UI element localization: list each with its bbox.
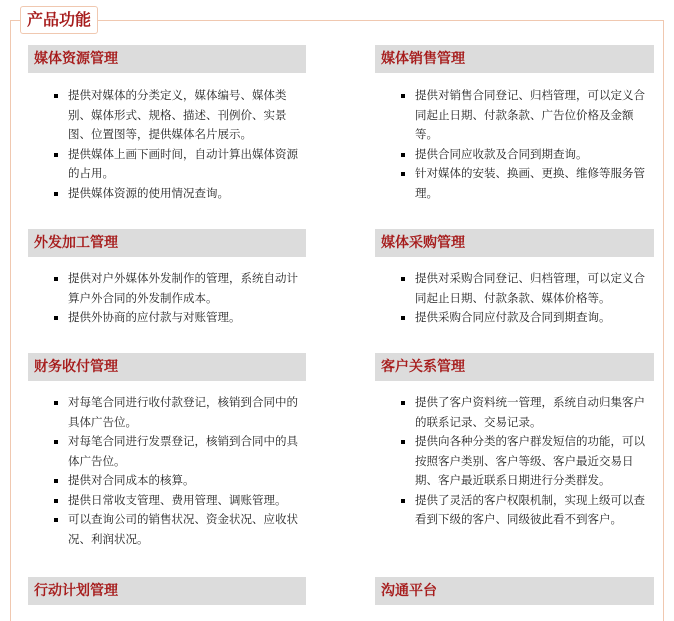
section-list-media-sales xyxy=(375,86,654,203)
section-heading-media-resources: 媒体资源管理 xyxy=(28,45,306,73)
section-heading-finance: 财务收付管理 xyxy=(28,353,306,381)
section-list-finance xyxy=(28,393,306,549)
list-item: 提供了灵活的客户权限机制，实现上级可以查看到下级的客户、同级彼此看不到客户。 xyxy=(375,491,654,530)
list-item: 针对媒体的安装、换画、更换、维修等服务管理。 xyxy=(375,164,654,203)
list-item: 提供媒体上画下画时间，自动计算出媒体资源的占用。 xyxy=(28,145,306,184)
section-list-outsourced-processing xyxy=(28,269,306,328)
list-item: 提供对合同成本的核算。 xyxy=(28,471,306,491)
panel-title: 产品功能 xyxy=(20,6,98,34)
section-heading-media-purchasing: 媒体采购管理 xyxy=(375,229,654,257)
list-item: 提供日常收支管理、费用管理、调账管理。 xyxy=(28,491,306,511)
list-item: 提供对销售合同登记、归档管理，可以定义合同起止日期、付款条款、广告位价格及金额等。 xyxy=(375,86,654,145)
section-heading-action-plan: 行动计划管理 xyxy=(28,577,306,605)
section-heading-outsourced-processing: 外发加工管理 xyxy=(28,229,306,257)
list-item: 对每笔合同进行收付款登记，核销到合同中的具体广告位。 xyxy=(28,393,306,432)
list-item: 提供向各种分类的客户群发短信的功能，可以按照客户类别、客户等级、客户最近交易日期、客户最近联系日期进行分类群发。 xyxy=(375,432,654,491)
section-list-crm xyxy=(375,393,654,530)
list-item: 提供外协商的应付款与对账管理。 xyxy=(28,308,306,328)
section-list-media-purchasing xyxy=(375,269,654,328)
list-item: 提供媒体资源的使用情况查询。 xyxy=(28,184,306,204)
list-item: 提供合同应收款及合同到期查询。 xyxy=(375,145,654,165)
list-item: 提供对采购合同登记、归档管理，可以定义合同起止日期、付款条款、媒体价格等。 xyxy=(375,269,654,308)
list-item: 可以查询公司的销售状况、资金状况、应收状况、利润状况。 xyxy=(28,510,306,549)
list-item: 提供对媒体的分类定义，媒体编号、媒体类别、媒体形式、规格、描述、刊例价、实景图、位置图等，提供媒体名片展示。 xyxy=(28,86,306,145)
section-heading-communication-platform: 沟通平台 xyxy=(375,577,654,605)
section-heading-crm: 客户关系管理 xyxy=(375,353,654,381)
list-item: 提供了客户资料统一管理，系统自动归集客户的联系记录、交易记录。 xyxy=(375,393,654,432)
list-item: 提供采购合同应付款及合同到期查询。 xyxy=(375,308,654,328)
section-list-media-resources xyxy=(28,86,306,203)
section-heading-media-sales: 媒体销售管理 xyxy=(375,45,654,73)
list-item: 对每笔合同进行发票登记，核销到合同中的具体广告位。 xyxy=(28,432,306,471)
list-item: 提供对户外媒体外发制作的管理，系统自动计算户外合同的外发制作成本。 xyxy=(28,269,306,308)
